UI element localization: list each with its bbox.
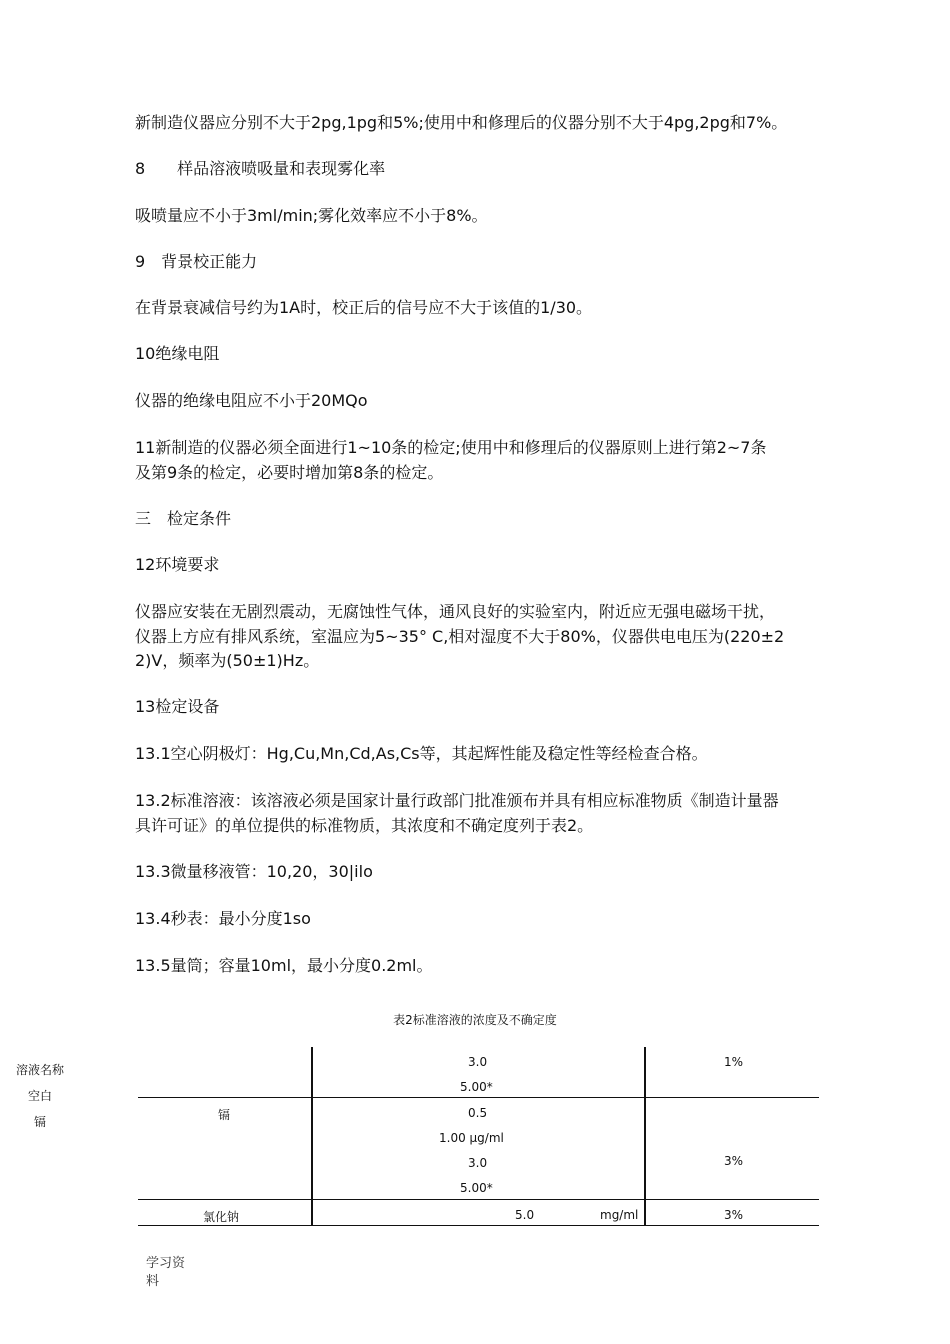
table-cell-uncertainty: 3% (724, 1208, 744, 1222)
table-cell-value: 3.0 (468, 1055, 488, 1069)
table-cell-name-nacl: 氯化钠 (203, 1210, 240, 1224)
table-cell-value: 3.0 (468, 1156, 488, 1170)
heading-9-background-correction: 9 背景校正能力 (135, 252, 258, 271)
heading-section-3: 三 检定条件 (135, 509, 232, 528)
para-environment-line2: 仪器上方应有排风系统，室温应为5~35° C,相对湿度不大于80%，仪器供电电压为(220±2 (135, 627, 785, 646)
table-cell-unit: mg/ml (600, 1208, 639, 1222)
side-label-solution-name: 溶液名称 (16, 1063, 65, 1077)
table-cell-uncertainty: 1% (724, 1055, 744, 1069)
table-cell-value: 5.00* (460, 1181, 493, 1195)
table-hline-1 (138, 1097, 819, 1098)
para-13-2-line2: 具许可证》的单位提供的标准物质，其浓度和不确定度列于表2。 (135, 816, 594, 835)
para-13-2-line1: 13.2标准溶液：该溶液必须是国家计量行政部门批准颁布并具有相应标准物质《制造计量器 (135, 791, 779, 810)
heading-8-nebulization: 8 样品溶液喷吸量和表现雾化率 (135, 159, 386, 178)
para-aspiration-rate: 吸喷量应不小于3ml/min;雾化效率应不小于8%。 (135, 206, 488, 225)
heading-10-insulation: 10绝缘电阻 (135, 344, 220, 363)
para-11-verification-line2: 及第9条的检定，必要时增加第8条的检定。 (135, 463, 444, 482)
para-background-correction: 在背景衰减信号约为1A时，校正后的信号应不大于该值的1/30。 (135, 298, 593, 317)
para-11-verification-line1: 11新制造的仪器必须全面进行1~10条的检定;使用中和修理后的仪器原则上进行第2~7条 (135, 438, 767, 457)
table-cell-value: 5.00* (460, 1080, 493, 1094)
table-cell-value: 0.5 (468, 1106, 488, 1120)
footer-line: 料 (146, 1274, 160, 1289)
para-environment-line3: 2)V，频率为(50±1)Hz。 (135, 651, 320, 670)
heading-12-environment: 12环境要求 (135, 555, 220, 574)
table-cell-value: 5.0 (515, 1208, 535, 1222)
table-hline-2 (138, 1199, 819, 1200)
side-label-blank: 空白 (28, 1089, 53, 1103)
table-cell-value: 1.00 μg/ml (439, 1131, 504, 1145)
para-requirement-detection-limit: 新制造仪器应分别不大于2pg,1pg和5%;使用中和修理后的仪器分别不大于4pg,2pg和7%。 (135, 113, 788, 132)
para-13-3-pipette: 13.3微量移液管：10,20，30|ilo (135, 862, 373, 881)
heading-13-equipment: 13检定设备 (135, 697, 220, 716)
para-13-4-stopwatch: 13.4秒表：最小分度1so (135, 909, 311, 928)
footer-note (146, 1255, 185, 1291)
table-cell-name-cd: 镉 (218, 1108, 231, 1122)
table-hline-3 (138, 1225, 819, 1226)
side-label-cd: 镉 (34, 1115, 47, 1129)
para-environment-line1: 仪器应安装在无剧烈震动，无腐蚀性气体，通风良好的实验室内，附近应无强电磁场干扰， (135, 602, 776, 621)
footer-line: 学习资 (146, 1256, 186, 1271)
table-cell-uncertainty: 3% (724, 1154, 744, 1168)
para-13-5-cylinder: 13.5量筒；容量10ml，最小分度0.2ml。 (135, 956, 433, 975)
para-13-1-lamp: 13.1空心阴极灯：Hg,Cu,Mn,Cd,As,Cs等，其起辉性能及稳定性等经检查合格。 (135, 744, 708, 763)
table-caption: 表2标准溶液的浓度及不确定度 (393, 1013, 557, 1027)
para-insulation: 仪器的绝缘电阻应不小于20MQo (135, 391, 368, 410)
